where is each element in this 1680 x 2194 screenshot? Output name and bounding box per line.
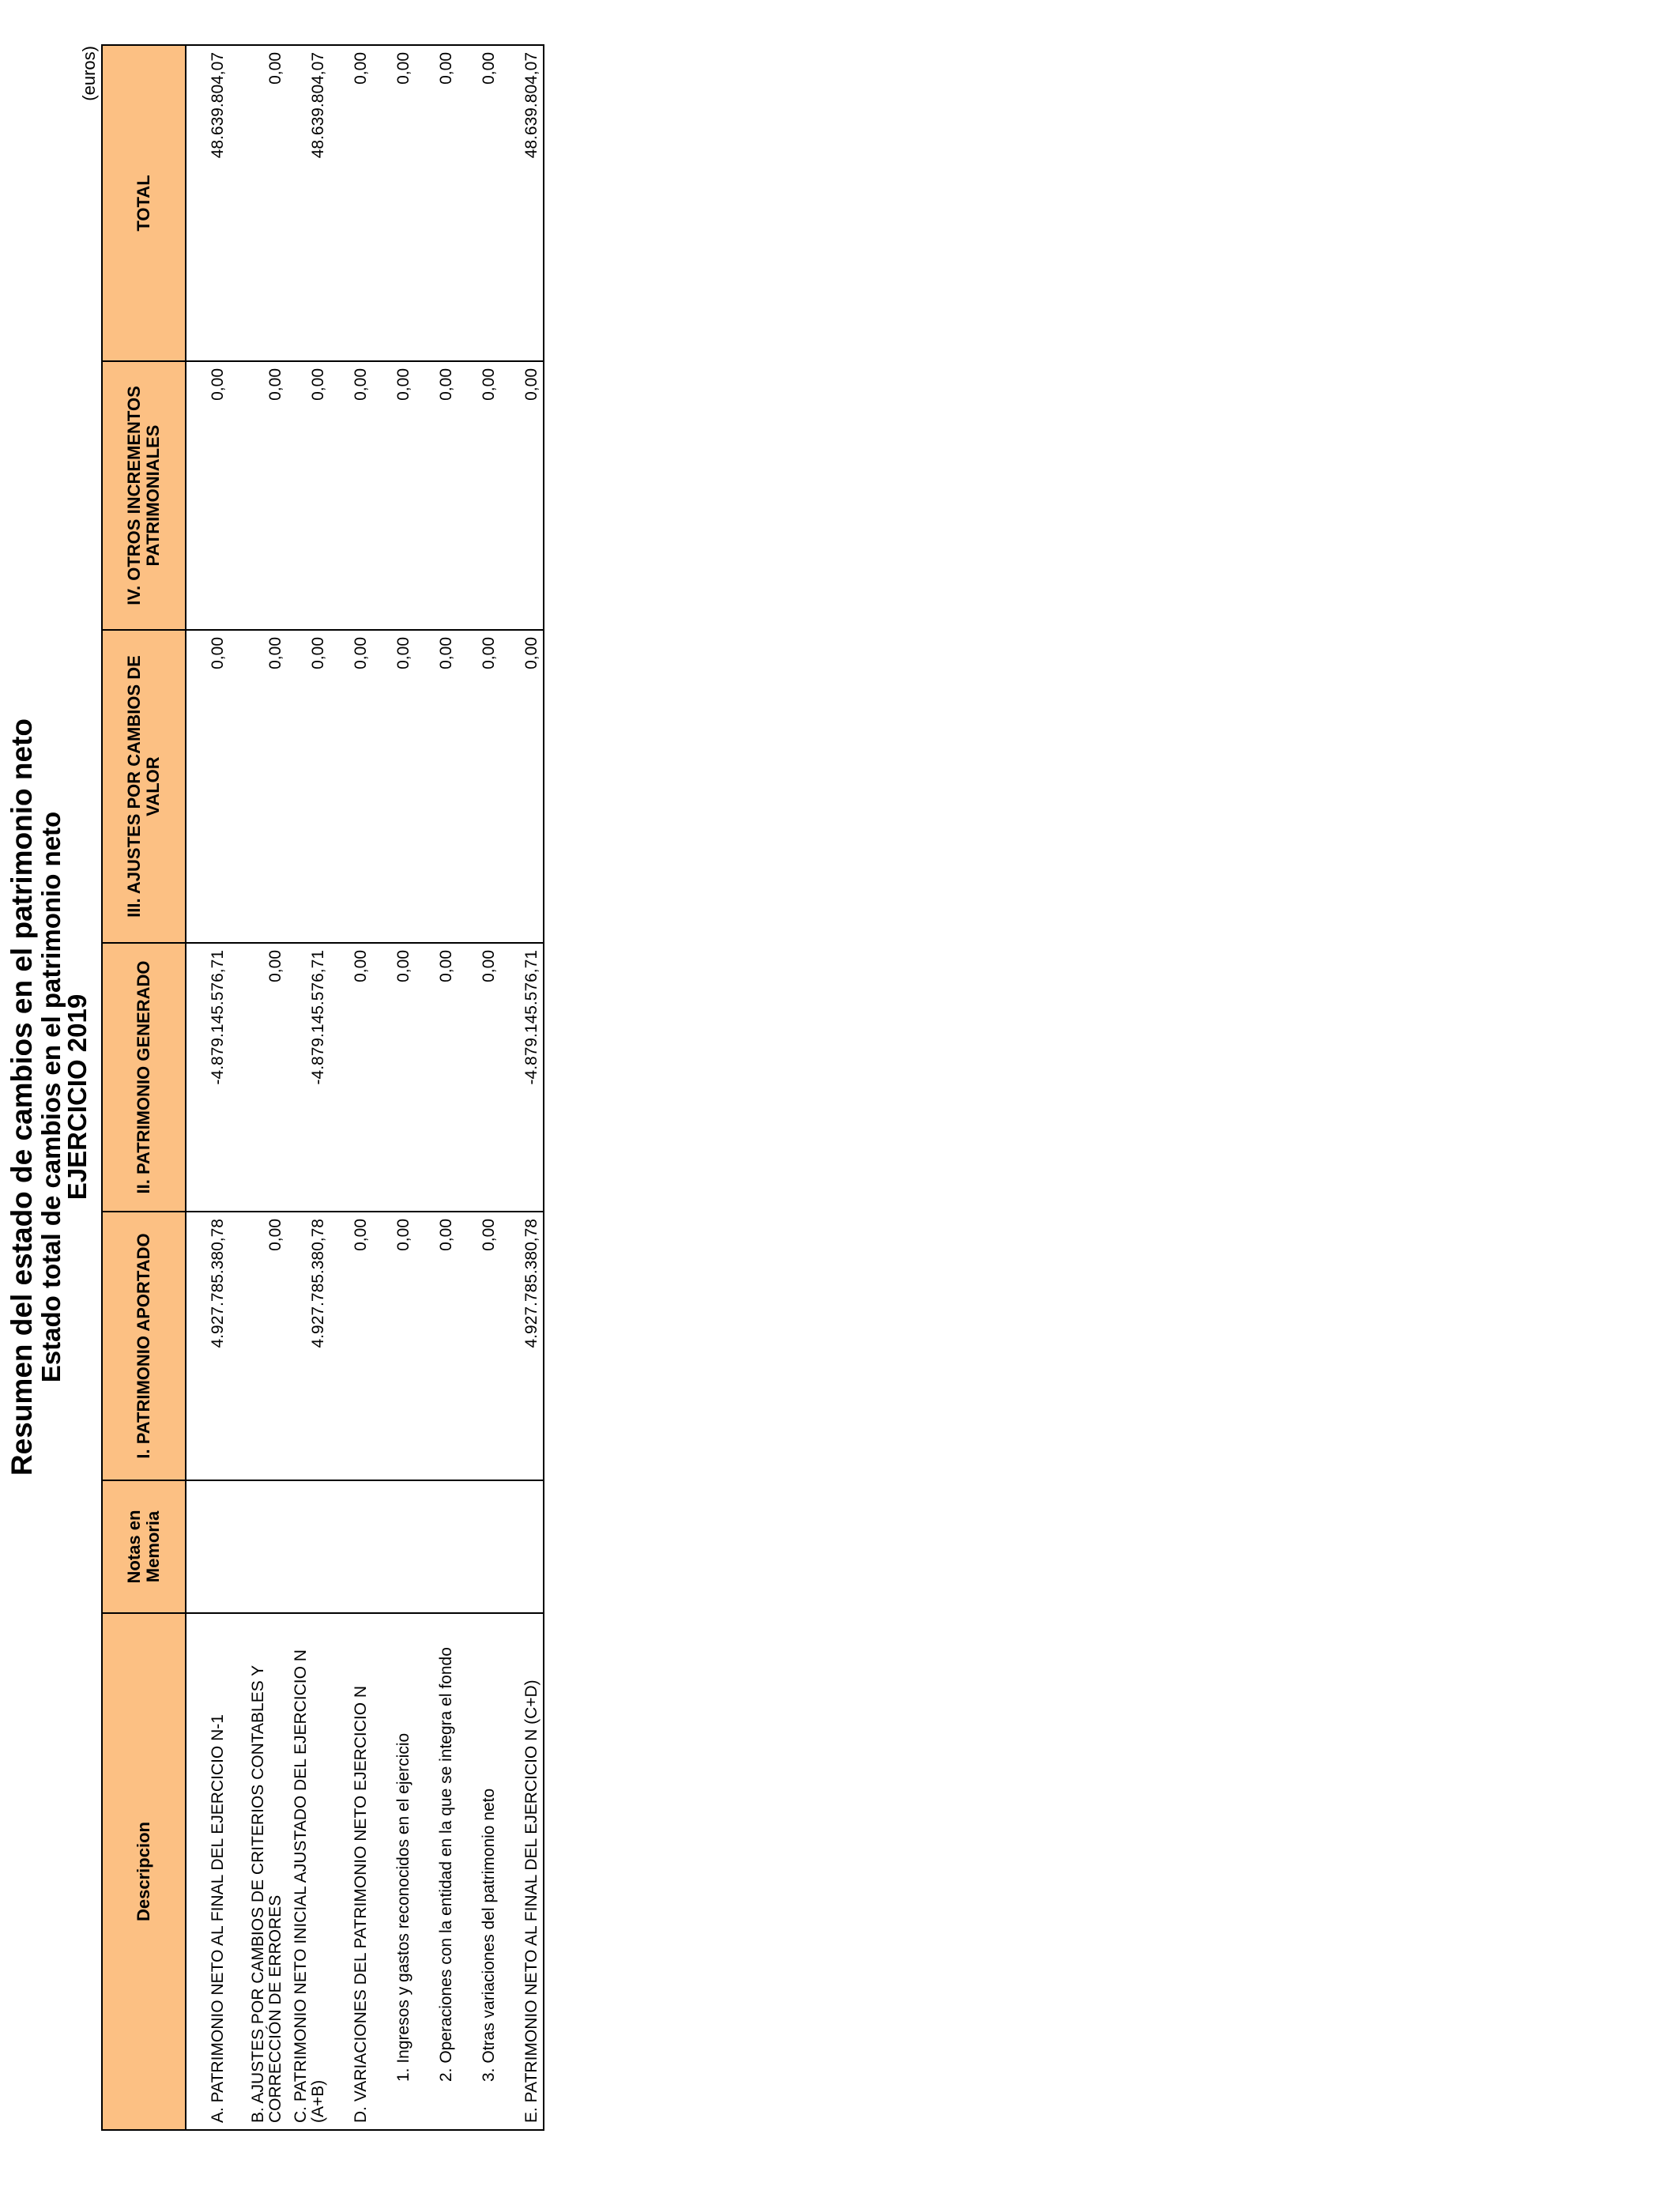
row-ajustes: 0,00 <box>372 630 415 943</box>
row-notes <box>330 1480 372 1613</box>
header-total: TOTAL <box>102 45 186 361</box>
table-row <box>415 45 458 2130</box>
row-otros: 0,00 <box>372 361 415 630</box>
row-notes <box>500 1480 544 1613</box>
row-aportado: 4.927.785.380,78 <box>287 1212 330 1480</box>
row-notes <box>287 1480 330 1613</box>
row-otros: 0,00 <box>415 361 458 630</box>
row-generado: -4.879.145.576,71 <box>287 943 330 1212</box>
document-subtitle: Estado total de cambios en el patrimonio neto <box>36 811 66 1383</box>
row-generado: 0,00 <box>458 943 500 1212</box>
row-total: 48.639.804,07 <box>500 45 544 361</box>
row-generado: 0,00 <box>330 943 372 1212</box>
row-notes <box>186 1480 229 1613</box>
header-patrimonio-generado: II. PATRIMONIO GENERADO <box>102 943 186 1212</box>
row-ajustes: 0,00 <box>415 630 458 943</box>
row-notes <box>415 1480 458 1613</box>
row-generado: -4.879.145.576,71 <box>186 943 229 1212</box>
row-description: 3. Otras variaciones del patrimonio neto <box>458 1613 500 2130</box>
row-generado: -4.879.145.576,71 <box>500 943 544 1212</box>
row-description: 1. Ingresos y gastos reconocidos en el ejercicio <box>372 1613 415 2130</box>
row-aportado: 0,00 <box>415 1212 458 1480</box>
row-total: 0,00 <box>372 45 415 361</box>
table-row <box>458 45 500 2130</box>
row-ajustes: 0,00 <box>330 630 372 943</box>
row-notes <box>458 1480 500 1613</box>
row-ajustes: 0,00 <box>186 630 229 943</box>
row-total: 48.639.804,07 <box>186 45 229 361</box>
row-ajustes: 0,00 <box>500 630 544 943</box>
table-row <box>229 45 287 2130</box>
header-patrimonio-aportado: I. PATRIMONIO APORTADO <box>102 1212 186 1480</box>
table-row <box>186 45 229 2130</box>
header-ajustes-cambios-valor: III. AJUSTES POR CAMBIOS DE VALOR <box>102 630 186 943</box>
row-otros: 0,00 <box>186 361 229 630</box>
row-total: 48.639.804,07 <box>287 45 330 361</box>
header-otros-incrementos: IV. OTROS INCREMENTOS PATRIMONIALES <box>102 361 186 630</box>
row-total: 0,00 <box>458 45 500 361</box>
row-otros: 0,00 <box>229 361 287 630</box>
row-description: 2. Operaciones con la entidad en la que se integra el fondo <box>415 1613 458 2130</box>
row-description: A. PATRIMONIO NETO AL FINAL DEL EJERCICIO N-1 <box>186 1613 229 2130</box>
row-description: D. VARIACIONES DEL PATRIMONIO NETO EJERCICIO N <box>330 1613 372 2130</box>
row-ajustes: 0,00 <box>229 630 287 943</box>
table-row <box>372 45 415 2130</box>
header-notes: Notas en Memoria <box>102 1480 186 1613</box>
row-aportado: 0,00 <box>458 1212 500 1480</box>
row-otros: 0,00 <box>458 361 500 630</box>
row-ajustes: 0,00 <box>287 630 330 943</box>
table-row <box>287 45 330 2130</box>
row-aportado: 0,00 <box>229 1212 287 1480</box>
row-aportado: 4.927.785.380,78 <box>500 1212 544 1480</box>
row-generado: 0,00 <box>372 943 415 1212</box>
row-generado: 0,00 <box>415 943 458 1212</box>
row-notes <box>229 1480 287 1613</box>
fiscal-year-label: EJERCICIO 2019 <box>62 993 92 1201</box>
row-total: 0,00 <box>229 45 287 361</box>
row-otros: 0,00 <box>287 361 330 630</box>
table-header-row <box>102 45 186 2130</box>
row-total: 0,00 <box>415 45 458 361</box>
row-ajustes: 0,00 <box>458 630 500 943</box>
row-aportado: 4.927.785.380,78 <box>186 1212 229 1480</box>
row-description: B. AJUSTES POR CAMBIOS DE CRITERIOS CONTABLES Y CORRECCIÓN DE ERRORES <box>229 1613 287 2130</box>
document-title: Resumen del estado de cambios en el patrimonio neto <box>6 718 38 1476</box>
header-description: Descripcion <box>102 1613 186 2130</box>
currency-unit-label: (euros) <box>79 46 99 101</box>
row-aportado: 0,00 <box>372 1212 415 1480</box>
row-total: 0,00 <box>330 45 372 361</box>
equity-changes-table <box>101 44 544 2131</box>
row-aportado: 0,00 <box>330 1212 372 1480</box>
row-notes <box>372 1480 415 1613</box>
table-row <box>500 45 544 2130</box>
row-description: E. PATRIMONIO NETO AL FINAL DEL EJERCICIO N (C+D) <box>500 1613 544 2130</box>
row-generado: 0,00 <box>229 943 287 1212</box>
row-otros: 0,00 <box>500 361 544 630</box>
table-row <box>330 45 372 2130</box>
row-description: C. PATRIMONIO NETO INICIAL AJUSTADO DEL EJERCICIO N (A+B) <box>287 1613 330 2130</box>
row-otros: 0,00 <box>330 361 372 630</box>
